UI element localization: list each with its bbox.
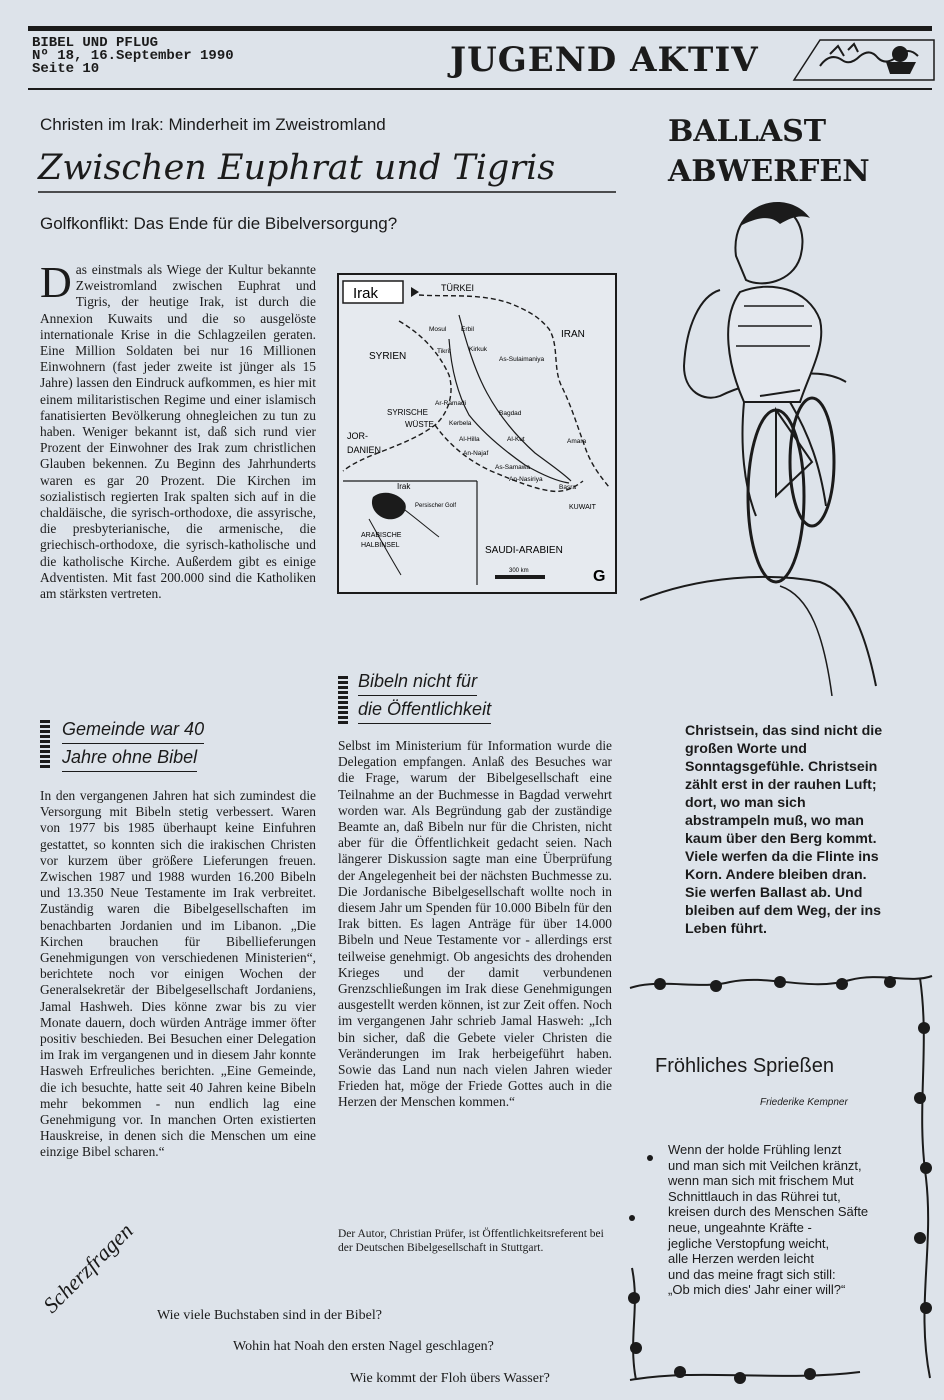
svg-text:Persischer Golf: Persischer Golf bbox=[415, 503, 457, 509]
section-heading-1-line1: Gemeinde war 40 bbox=[62, 716, 204, 744]
article-lead bbox=[40, 258, 316, 602]
sidebar-title bbox=[668, 112, 870, 192]
sidebar-title-line1: BALLAST bbox=[668, 114, 827, 149]
poem-line: kreisen durch des Menschen Säfte bbox=[668, 1204, 869, 1220]
iraq-map bbox=[337, 273, 617, 594]
map-title: Irak bbox=[353, 285, 379, 302]
section-heading-1 bbox=[40, 716, 204, 772]
svg-text:IRAN: IRAN bbox=[561, 329, 585, 340]
poem-line: „Ob mich dies' Jahr einer will?“ bbox=[668, 1282, 846, 1298]
article-subhead: Golfkonflikt: Das Ende für die Bibelversorgung? bbox=[40, 214, 398, 233]
jokes-label: Scherzfragen bbox=[38, 1217, 138, 1318]
poem-author: Friederike Kempner bbox=[760, 1097, 848, 1108]
svg-text:JOR-: JOR- bbox=[347, 431, 368, 441]
svg-text:Erbil: Erbil bbox=[461, 326, 475, 333]
svg-text:KUWAIT: KUWAIT bbox=[569, 504, 596, 511]
article-kicker: Christen im Irak: Minderheit im Zweistromland bbox=[40, 115, 386, 134]
drop-cap: D bbox=[40, 258, 72, 307]
svg-text:ARABISCHE: ARABISCHE bbox=[361, 532, 402, 539]
section-heading-2-line1: Bibeln nicht für bbox=[358, 668, 477, 696]
svg-text:300 km: 300 km bbox=[509, 568, 529, 574]
svg-text:Amara: Amara bbox=[567, 438, 587, 445]
svg-text:Kirkuk: Kirkuk bbox=[469, 346, 488, 353]
poem-line: neue, ungeahnte Kräfte - bbox=[668, 1219, 812, 1235]
section-1-text: In den vergangenen Jahren hat sich zumindest die Versorgung mit Bibeln stetig verbessert. Waren von 1977 bis 1985 überhaupt keine Einfuhren gestattet, so konnten sich die irakischen Christen vor kurzem über größere Lieferungen freuen. Zwischen 1987 und 1988 wurden 16.200 Bibeln und 13.350 Neue Testamente im Irak verbreitet. Zuständig waren die Bibelgesellschaften im benachbarten Jordanien und im Libanon. „Die Kirchen brauchen für Bibellieferungen Genehmigungen von verschiedenen Ministerien“, berichtete noch vor einigen Wochen der Generalsekretär der Bibelgesellschaft Jordaniens, Jamal Hashweh. Dies könne zwar bis zu vier Monate dauern, doch würden Anträge immer öfter positiv beschieden. Bei Besuchen einer Delegation im Irak im vergangenen und in diesem Jahr konnte Hasweh Erfreuliches berichten. „Eine Gemeinde, die ich besuchte, hatte seit 40 Jahren keine Bibeln mehr bekommen - nun endlich lag eine Genehmigung vor. In manchen Orten existierten Hauskreise, in denen sich die Menschen um eine einzige Bibel scharen.“ bbox=[40, 788, 316, 1160]
poem-body bbox=[668, 1142, 918, 1298]
article-headline: Zwischen Euphrat und Tigris bbox=[38, 148, 556, 188]
joke-question-3: Wie kommt der Floh übers Wasser? bbox=[350, 1371, 550, 1386]
svg-text:As-Samawa: As-Samawa bbox=[495, 464, 531, 471]
heading-marker-icon bbox=[338, 676, 348, 726]
masthead-illustration bbox=[790, 36, 936, 84]
page-number: Seite 10 bbox=[32, 61, 100, 77]
issue-date: Nº 18, 16.September 1990 bbox=[32, 48, 234, 64]
svg-text:Irak: Irak bbox=[397, 482, 411, 491]
svg-text:SYRISCHE: SYRISCHE bbox=[387, 408, 428, 417]
cyclist-illustration bbox=[640, 196, 900, 696]
publication-name: BIBEL UND PFLUG bbox=[32, 35, 159, 51]
joke-question-1: Wie viele Buchstaben sind in der Bibel? bbox=[157, 1308, 382, 1323]
sidebar-title-line2: ABWERFEN bbox=[668, 154, 870, 189]
author-note: Der Autor, Christian Prüfer, ist Öffentlichkeitsreferent bei der Deutschen Bibelgesellschaft in Stuttgart. bbox=[338, 1228, 604, 1254]
masthead-rule bbox=[28, 88, 932, 90]
top-rule bbox=[28, 26, 932, 31]
poem-line: Wenn der holde Frühling lenzt bbox=[668, 1142, 842, 1157]
svg-text:G: G bbox=[593, 568, 606, 585]
poem-line: wenn man sich mit frischem Mut bbox=[668, 1173, 854, 1189]
svg-text:Al-Hilla: Al-Hilla bbox=[459, 436, 480, 443]
poem-line: und man sich mit Veilchen kränzt, bbox=[668, 1157, 862, 1173]
poem-line: alle Herzen werden leicht bbox=[668, 1251, 814, 1267]
svg-text:Kerbela: Kerbela bbox=[449, 420, 472, 427]
svg-text:DANIEN: DANIEN bbox=[347, 445, 382, 455]
section-heading-2-line2: die Öffentlichkeit bbox=[358, 696, 491, 724]
lead-paragraph: as einstmals als Wiege der Kultur bekannte Zweistromland zwischen Euphrat und Tigris, der heutige Irak, ist durch die Annexion Kuwaits und die so ausgelöste internationale Krise in die Schlagzeilen geraten. Eine Million Soldaten bei nur 16 Millionen Einwohnern (fast jeder zweite ist jünger als 15 Jahre) lassen den Eindruck aufkommen, es hier mit einem militaristischen Regime und einer islamisch fanatisierten Bevölkerung ohnegleichen zu tun zu haben. Weniger bekannt ist, daß sich rund vier Prozent der Einwohner des Irak zum christlichen Glauben bekennen. Zu Beginn des Jahrhunderts waren es gar 20 Prozent. Die Kirchen im sozialistisch regierten Irak spalten sich auf in die chaldäische, die syrisch-orthodoxe, die assyrische, die presbyterianische, die armenische, die griechisch-orthodoxe, die syrisch-katholische und die katholische Kirche. Außerdem gibt es einige Adventisten. Mit fast 200.000 sind die Katholiken am stärksten vertreten. bbox=[40, 262, 316, 602]
sidebar-caption: Christsein, das sind nicht die großen Worte und Sonntagsgefühle. Christsein zählt erst in der rauhen Luft; dort, wo man sich abstrampeln muß, wo man kaum über den Berg kommt. Viele werfen da die Flinte ins Korn. Andere bleiben dran. Sie werfen Ballast ab. Und bleiben auf dem Weg, der ins Leben führt. bbox=[685, 723, 883, 937]
svg-text:An-Nasiriya: An-Nasiriya bbox=[509, 476, 543, 483]
svg-text:HALBINSEL: HALBINSEL bbox=[361, 542, 400, 549]
svg-text:Basra: Basra bbox=[559, 484, 576, 491]
svg-text:Al-Kut: Al-Kut bbox=[507, 436, 525, 443]
section-heading-2 bbox=[338, 668, 491, 724]
svg-text:An-Najaf: An-Najaf bbox=[463, 450, 489, 457]
section-heading-1-line2: Jahre ohne Bibel bbox=[62, 744, 197, 772]
headline-underline bbox=[38, 188, 618, 196]
section-title: JUGEND AKTIV bbox=[450, 40, 759, 80]
poem-line: und das meine fragt sich still: bbox=[668, 1266, 836, 1282]
poem-title: Fröhliches Sprießen bbox=[655, 1055, 834, 1077]
svg-text:As-Sulaimaniya: As-Sulaimaniya bbox=[499, 356, 545, 363]
svg-text:Ar-Ramadi: Ar-Ramadi bbox=[435, 400, 467, 407]
masthead-info bbox=[32, 37, 234, 76]
poem-line: jegliche Verstopfung weicht, bbox=[668, 1235, 830, 1251]
joke-question-2: Wohin hat Noah den ersten Nagel geschlagen? bbox=[233, 1339, 494, 1354]
section-2-text: Selbst im Ministerium für Information wurde die Delegation empfangen. Anlaß des Besuches war die Frage, warum der Bibelgesellschaft eine Teilnahme an der Buchmesse in Bagdad verwehrt worden war. Als Begründung gab der zuständige Beamte an, daß Bibeln nur für die Christen, nicht aber für die Öffentlichkeit gedacht seien. Nach längerer Diskussion sagte man eine Überprüfung der Angelegenheit bei der nächsten Buchmesse zu. Die Jordanische Bibelgesellschaft wollte noch in diesem Jahr um Spenden für 10.000 Bibeln für den Irak bitten. Es lagen Anträge für über 14.000 Bibeln und Neue Testamente vor - allerdings erst teilweise genehmigt. Ob angesichts des drohenden Krieges und der damit verbundenen Grenzschließungen im Irak diese Genehmigungen ausgestellt werden können, ist zur Zeit offen. Noch im vergangenen Jahr schrieb Jamal Hasweh: „Ich bin sicher, daß die Gebete vieler Christen die Veränderungen im Irak herbeigeführt haben. Sowie das Land nun nach vielen Jahren wieder Frieden hat, möge der Friede Gottes auch in die Herzen der Menschen kommen.“ bbox=[338, 738, 612, 1110]
svg-text:WÜSTE: WÜSTE bbox=[405, 420, 434, 429]
heading-marker-icon bbox=[40, 720, 50, 770]
svg-text:Bagdad: Bagdad bbox=[499, 410, 522, 417]
poem-line: Schnittlauch in das Rührei tut, bbox=[668, 1188, 841, 1204]
svg-text:Mosul: Mosul bbox=[429, 326, 447, 333]
svg-text:SYRIEN: SYRIEN bbox=[369, 351, 407, 362]
svg-text:TÜRKEI: TÜRKEI bbox=[441, 283, 475, 293]
svg-text:Tikrit: Tikrit bbox=[437, 348, 451, 355]
svg-text:SAUDI-ARABIEN: SAUDI-ARABIEN bbox=[485, 545, 563, 556]
